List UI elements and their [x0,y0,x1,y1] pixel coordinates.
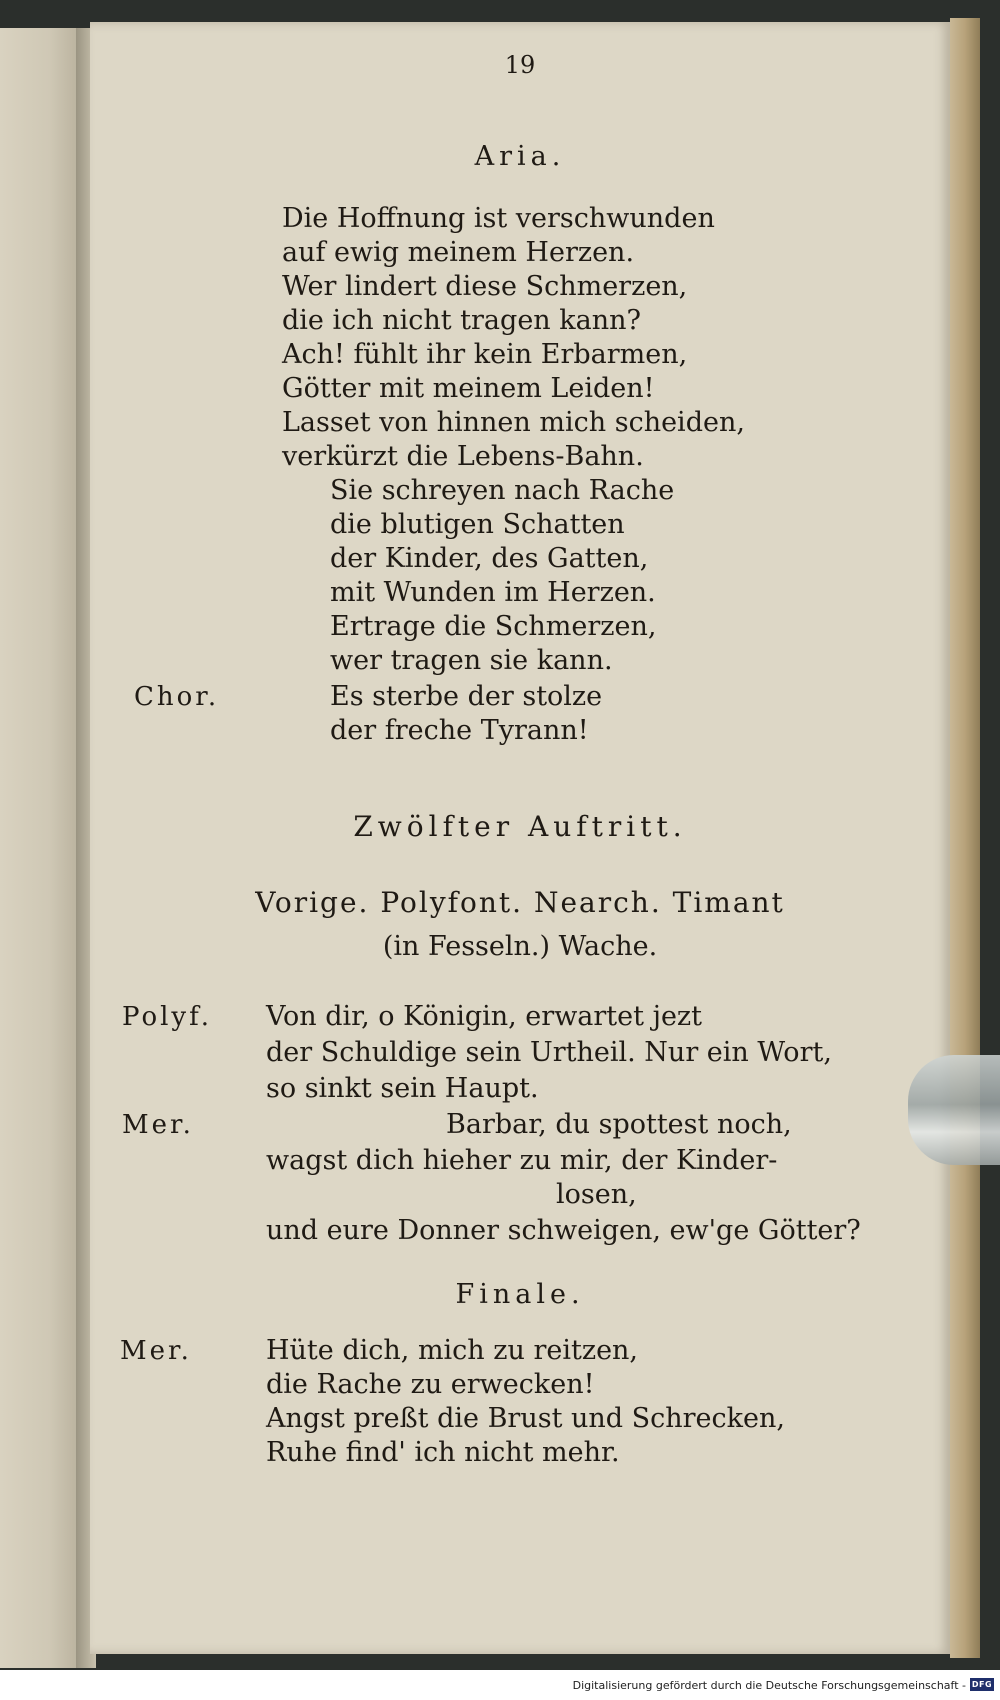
speech-line: losen, [556,1179,637,1210]
page-stack-edge [950,18,980,1658]
speech-line: und eure Donner schweigen, ew'ge Götter? [266,1215,861,1246]
verse-line: Ruhe find' ich nicht mehr. [266,1437,620,1468]
verse-line: die Rache zu erwecken! [266,1369,595,1400]
speaker-chor: Chor. [134,682,220,712]
speaker-mer: Mer. [122,1110,194,1140]
footer-credit: Digitalisierung gefördert durch die Deutsche Forschungsgemeinschaft - [572,1679,966,1692]
verse-line: Die Hoffnung ist verschwunden [282,203,715,234]
speech-line: so sinkt sein Haupt. [266,1073,539,1104]
verse-line: verkürzt die Lebens-Bahn. [282,441,644,472]
speaker-polyf: Polyf. [122,1002,213,1032]
verse-line: Es sterbe der stolze [330,681,603,712]
verse-line: die ich nicht tragen kann? [282,305,641,336]
page-number: 19 [504,51,536,79]
verse-line: der Kinder, des Gatten, [330,543,649,574]
speech-line: wagst dich hieher zu mir, der Kinder- [266,1145,778,1176]
verse-line: die blutigen Schatten [330,509,625,540]
cast-list: Vorige. Polyfont. Nearch. Timant [255,886,785,919]
speaker-mer-finale: Mer. [120,1336,192,1366]
verse-line: auf ewig meinem Herzen. [282,237,635,268]
verse-line: Sie schreyen nach Rache [330,475,675,506]
verse-line: Ach! fühlt ihr kein Erbarmen, [282,339,688,370]
verse-line: Angst preßt die Brust und Schrecken, [266,1403,785,1434]
speech-line: der Schuldige sein Urtheil. Nur ein Wort, [266,1037,832,1068]
verse-line: Lasset von hinnen mich scheiden, [282,407,745,438]
verse-line: der freche Tyrann! [330,715,589,746]
verse-line: wer tragen sie kann. [330,645,613,676]
book-page [90,22,950,1654]
aria-heading: Aria. [474,141,566,172]
verse-line: Götter mit meinem Leiden! [282,373,655,404]
finale-heading: Finale. [455,1279,585,1310]
verse-line: Ertrage die Schmerzen, [330,611,657,642]
verse-line: Wer lindert diese Schmerzen, [282,271,688,302]
scene-heading: Zwölfter Auftritt. [353,810,687,843]
footer-bar [0,1670,1000,1700]
left-page-edge [0,28,82,1668]
dfg-logo: DFG [971,1680,993,1689]
verse-line: mit Wunden im Herzen. [330,577,656,608]
cast-list-cont: (in Fesseln.) Wache. [382,931,658,962]
speech-line: Barbar, du spottest noch, [446,1109,792,1140]
page-clip [908,1055,1000,1165]
speech-line: Von dir, o Königin, erwartet jezt [266,1001,702,1032]
verse-line: Hüte dich, mich zu reitzen, [266,1335,639,1366]
